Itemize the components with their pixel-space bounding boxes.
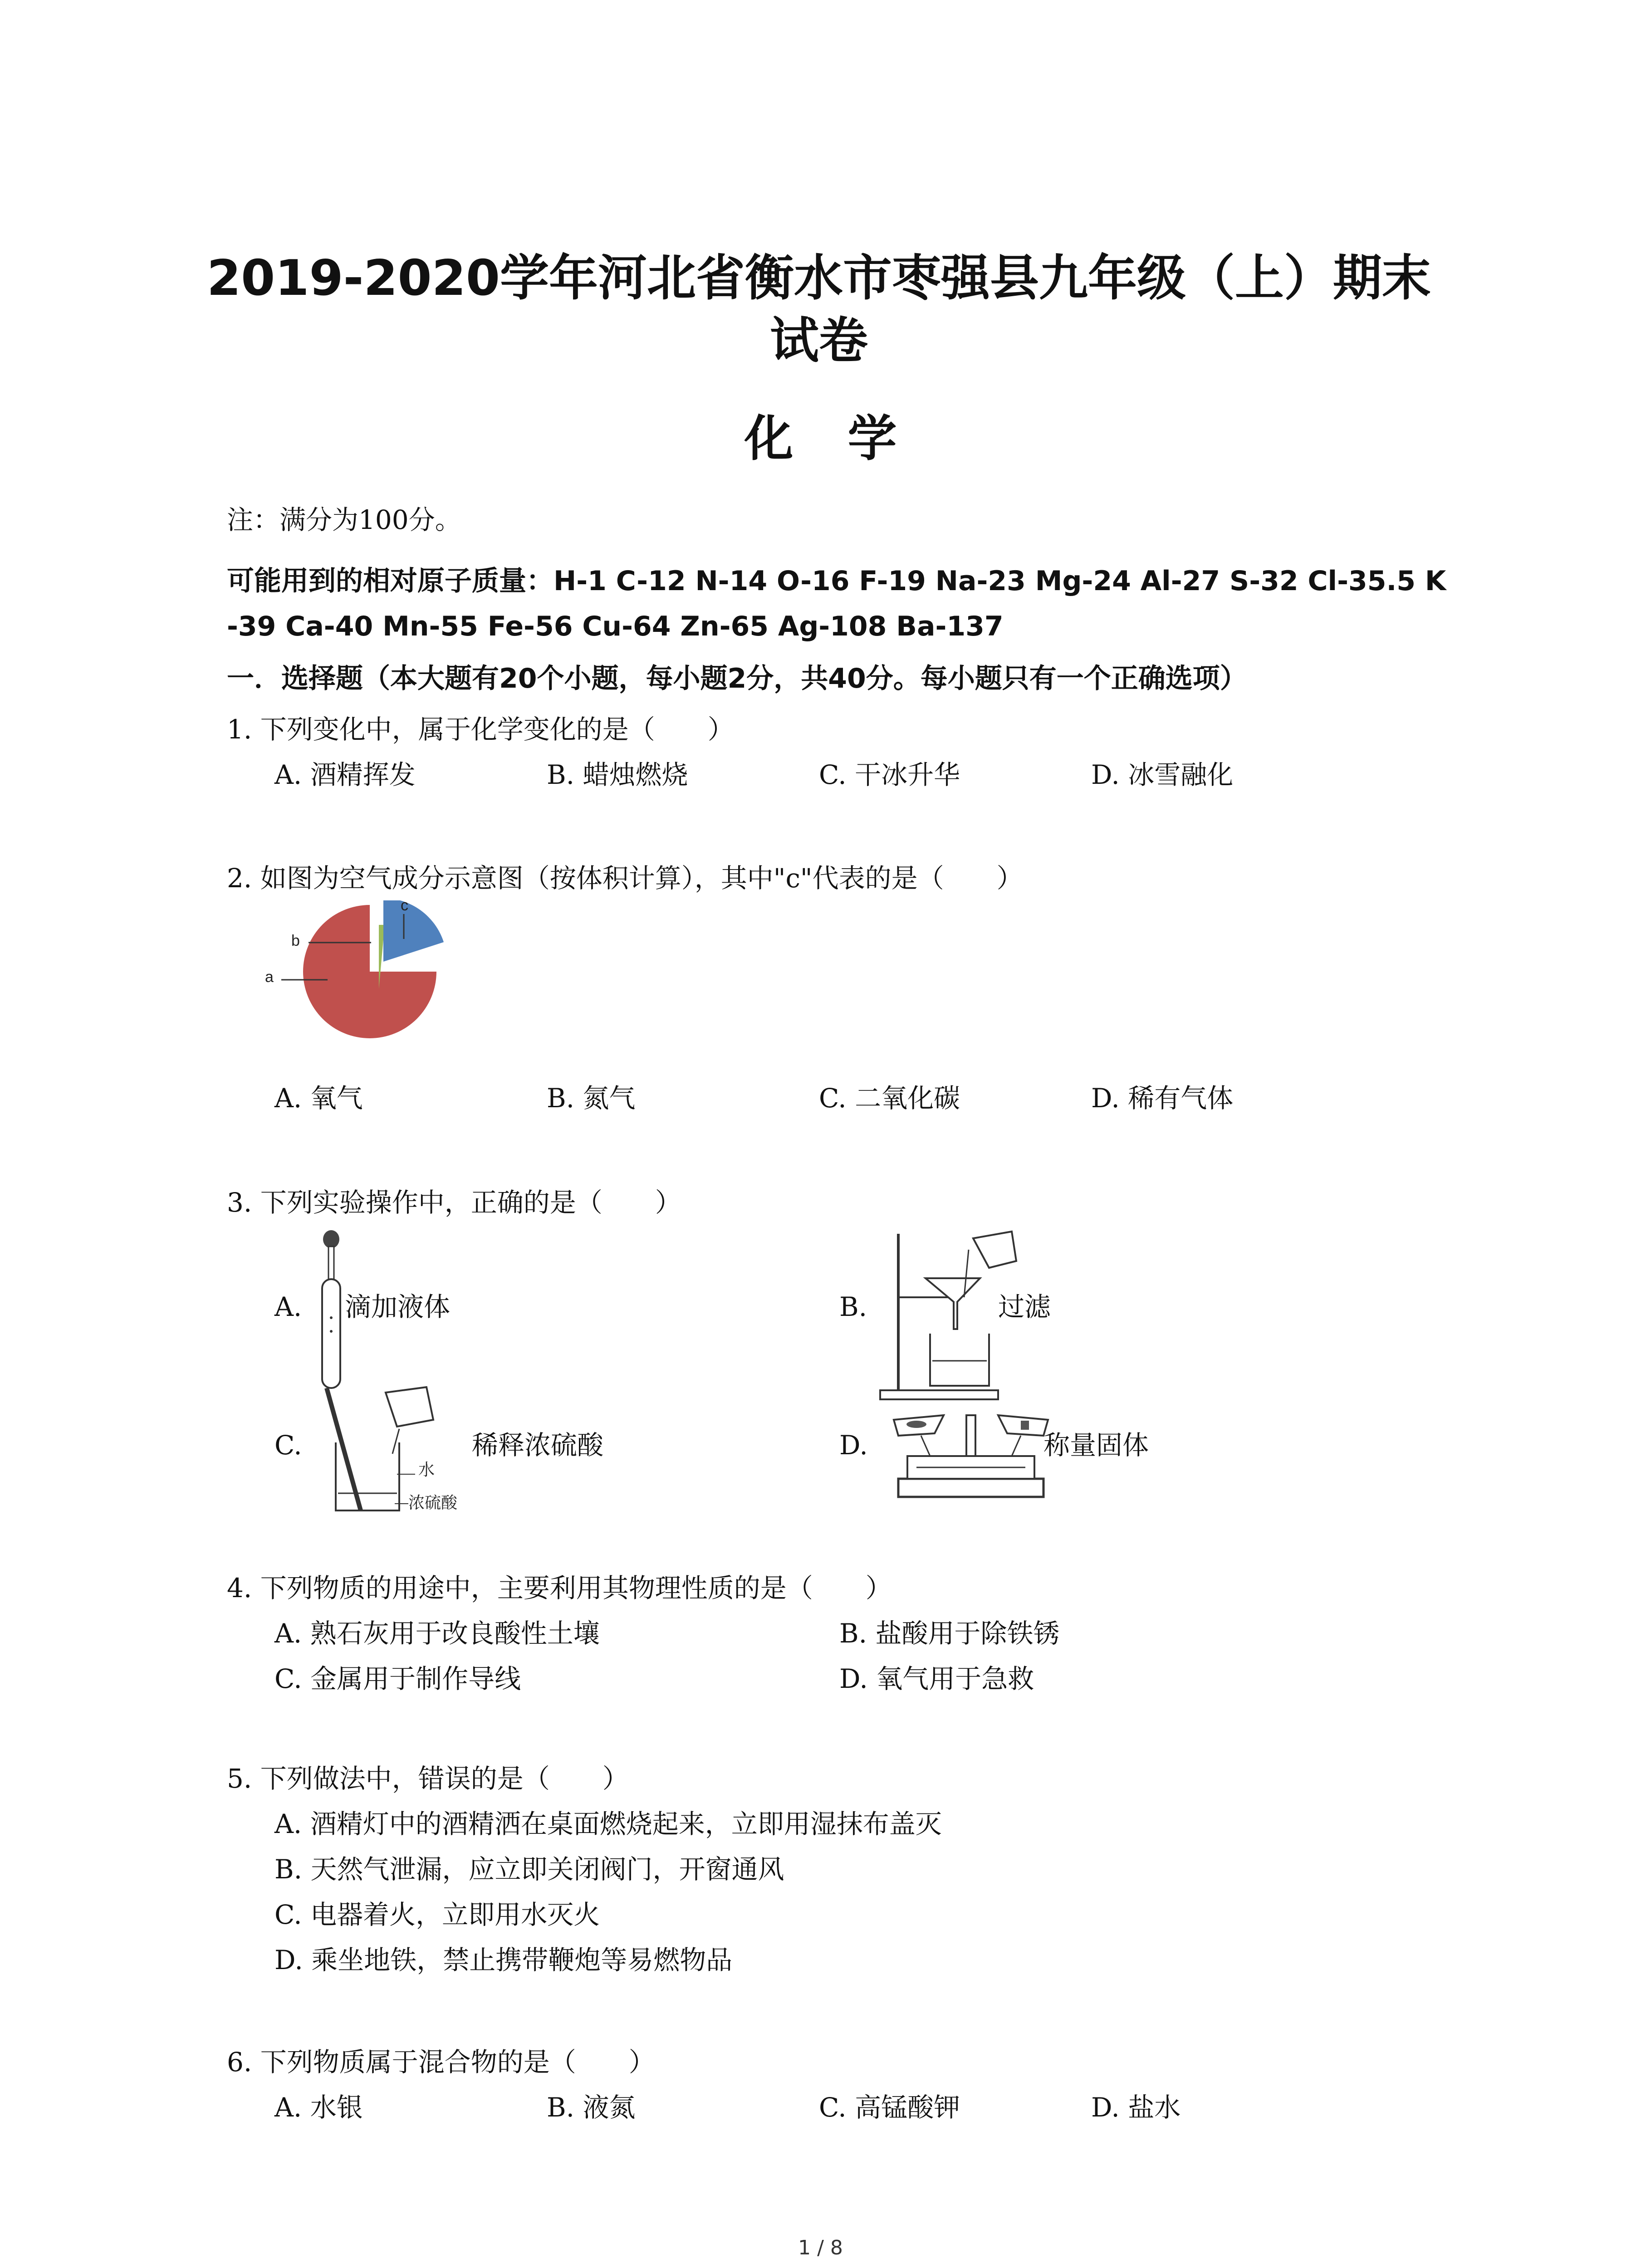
pie-label-b: b <box>291 932 300 949</box>
question-5-option-d: D. 乘坐地铁，禁止携带鞭炮等易燃物品 <box>274 1945 733 1975</box>
dilution-apparatus-figure <box>318 1374 467 1520</box>
balance-scale-figure <box>889 1397 1053 1501</box>
question-4-stem: 4. 下列物质的用途中，主要利用其物理性质的是（ ） <box>227 1573 892 1603</box>
page-number: 1 / 8 <box>798 2236 843 2259</box>
pie-label-a: a <box>265 968 274 986</box>
section-1-heading: 一．选择题（本大题有20个小题，每小题2分，共40分。每小题只有一个正确选项） <box>227 663 1247 694</box>
atomic-mass-line-2: -39 Ca-40 Mn-55 Fe-56 Cu-64 Zn-65 Ag-108 Ba-137 <box>227 611 1004 642</box>
question-6-option-a: A. 水银 <box>274 2092 363 2123</box>
question-1-option-b: B. 蜡烛燃烧 <box>547 759 688 790</box>
dropper-tube-figure <box>313 1229 349 1393</box>
question-2-option-a: A. 氧气 <box>274 1083 363 1114</box>
question-2-option-b: B. 氮气 <box>547 1083 636 1114</box>
title-line-1: 2019-2020学年河北省衡水市枣强县九年级（上）期末 <box>207 250 1431 307</box>
score-note: 注：满分为100分。 <box>227 504 461 535</box>
question-3-option-a-letter: A. <box>274 1291 302 1322</box>
subject-title: 化学 <box>744 411 951 467</box>
question-1-stem: 1. 下列变化中，属于化学变化的是（ ） <box>227 714 734 745</box>
question-3-stem: 3. 下列实验操作中，正确的是（ ） <box>227 1187 681 1218</box>
question-4-option-b: B. 盐酸用于除铁锈 <box>839 1618 1060 1649</box>
question-3-option-b-text: 过滤 <box>998 1291 1051 1322</box>
question-5-option-c: C. 电器着火，立即用水灭火 <box>274 1899 600 1930</box>
question-1-option-a: A. 酒精挥发 <box>274 759 416 790</box>
question-1-option-c: C. 干冰升华 <box>819 759 960 790</box>
question-6-option-c: C. 高锰酸钾 <box>819 2092 960 2123</box>
question-2-option-d: D. 稀有气体 <box>1091 1083 1234 1114</box>
question-3-option-d-text: 称量固体 <box>1043 1430 1149 1461</box>
question-4-option-a: A. 熟石灰用于改良酸性土壤 <box>274 1618 600 1649</box>
question-5-option-a: A. 酒精灯中的酒精洒在桌面燃烧起来，立即用湿抹布盖灭 <box>274 1809 942 1839</box>
question-4-option-d: D. 氧气用于急救 <box>839 1663 1034 1694</box>
question-3-option-a-text: 滴加液体 <box>345 1291 451 1322</box>
question-1-option-d: D. 冰雪融化 <box>1091 759 1234 790</box>
title-line-2: 试卷 <box>769 313 868 369</box>
air-composition-pie-figure <box>259 900 458 1091</box>
dilution-label-water: 水 <box>418 1461 435 1479</box>
atomic-mass-line-1: 可能用到的相对原子质量：H-1 C-12 N-14 O-16 F-19 Na-23 Mg-24 Al-27 S-32 Cl-35.5 K <box>227 565 1446 597</box>
pie-slice-c <box>383 900 444 962</box>
pie-label-c: c <box>401 900 408 914</box>
question-6-option-b: B. 液氮 <box>547 2092 636 2123</box>
dilution-label-acid: 浓硫酸 <box>408 1494 458 1512</box>
question-3-option-c-text: 稀释浓硫酸 <box>472 1430 604 1461</box>
question-3-option-c-letter: C. <box>274 1430 302 1461</box>
exam-title <box>181 247 1456 372</box>
question-3-option-d-letter: D. <box>839 1430 868 1461</box>
question-2-option-c: C. 二氧化碳 <box>819 1083 960 1114</box>
question-4-option-c: C. 金属用于制作导线 <box>274 1663 521 1694</box>
question-5-stem: 5. 下列做法中，错误的是（ ） <box>227 1763 629 1794</box>
question-3-option-b-letter: B. <box>839 1291 867 1322</box>
question-5-option-b: B. 天然气泄漏，应立即关闭阀门，开窗通风 <box>274 1854 784 1885</box>
question-6-stem: 6. 下列物质属于混合物的是（ ） <box>227 2047 655 2077</box>
question-2-stem: 2. 如图为空气成分示意图（按体积计算），其中"c"代表的是（ ） <box>227 863 1023 894</box>
question-6-option-d: D. 盐水 <box>1091 2092 1181 2123</box>
